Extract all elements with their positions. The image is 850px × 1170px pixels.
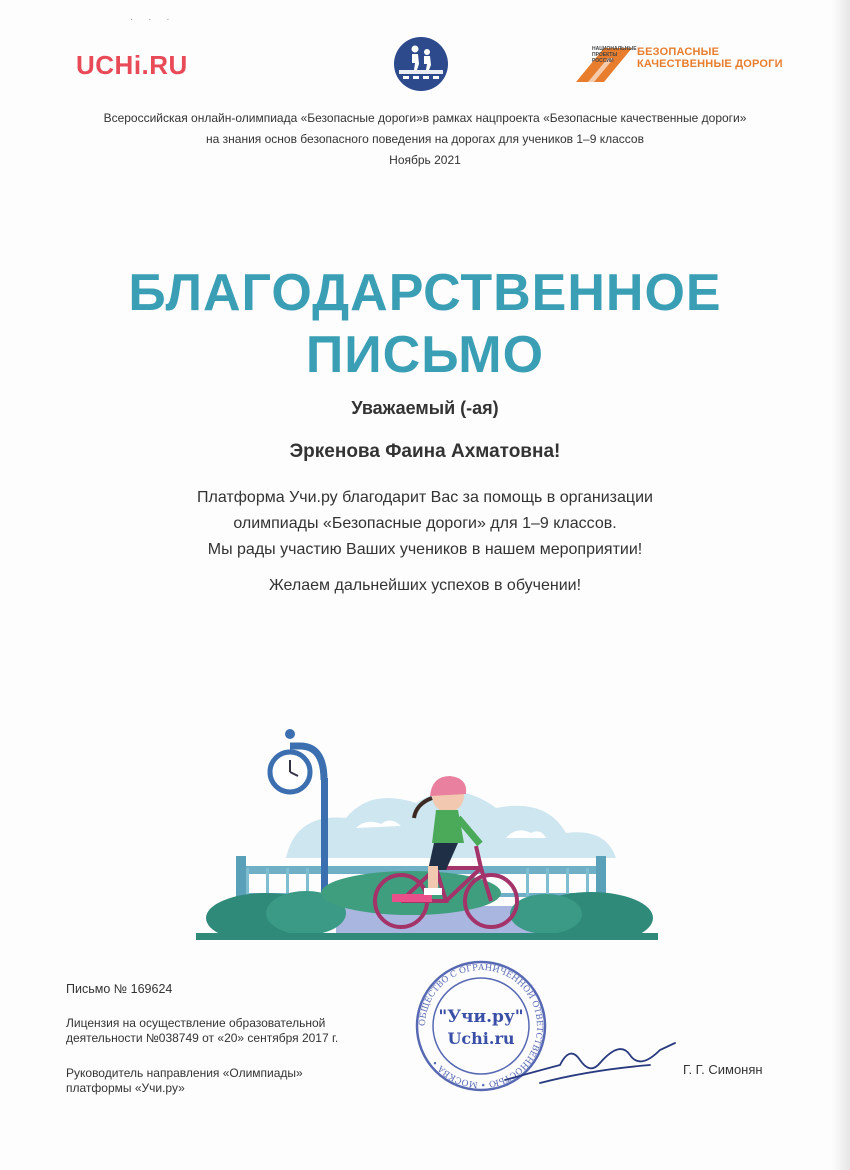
recipient-name: Эркенова Фаина Ахматовна! (289, 441, 561, 462)
letter-title (25, 262, 825, 386)
safe-roads-title-line2: КАЧЕСТВЕННЫЕ ДОРОГИ (637, 58, 783, 70)
safe-roads-logo (574, 44, 783, 86)
position-line-2: платформы «Учи.ру» (66, 1081, 185, 1095)
uchi-logo: UCHi.RU (76, 50, 188, 80)
greeting: Уважаемый (-ая) (351, 398, 499, 418)
scan-specks: · · · (130, 14, 176, 25)
body-line-1: Платформа Учи.ру благодарит Вас за помощь в организации (197, 489, 653, 506)
olympiad-header (40, 108, 810, 171)
header-line-2: на знания основ безопасного поведения на дорогах для учеников 1–9 классов (206, 132, 644, 146)
body-line-3: Мы рады участию Ваших учеников в нашем мероприятии! (207, 541, 643, 558)
title-line-2: ПИСЬМО (305, 326, 545, 384)
pedestrians-logo-icon (393, 36, 449, 92)
wish-line: Желаем дальнейших успехов в обучении! (268, 577, 582, 594)
header-line-1: Всероссийская онлайн-олимпиада «Безопасные дороги»в рамках нацпроекта «Безопасные качественные дороги» (103, 111, 747, 125)
title-line-1: БЛАГОДАРСТВЕННОЕ (128, 264, 722, 322)
signer-name: Г. Г. Симонян (683, 1062, 763, 1077)
stamp-ring-text: ОБЩЕСТВО С ОГРАНИЧЕННОЙ ОТВЕТСТВЕННОСТЬЮ • МОСКВА • (417, 962, 545, 1090)
girl-on-bicycle-illustration (196, 718, 658, 940)
position-line-1: Руководитель направления «Олимпиады» (66, 1066, 303, 1080)
scan-edge (832, 0, 850, 1170)
stamp-name-ru: "Учи.ру" (438, 1007, 524, 1027)
signer-position (66, 1066, 366, 1096)
handwritten-signature-icon (500, 1035, 680, 1090)
license-line-2: деятельности №038749 от «20» сентября 2017 г. (66, 1031, 339, 1045)
body-line-2: олимпиады «Безопасные дороги» для 1–9 классов. (233, 515, 617, 532)
letter-number: Письмо № 169624 (66, 982, 173, 996)
national-projects-label: НАЦИОНАЛЬНЫЕ ПРОЕКТЫ РОССИИ (592, 46, 637, 64)
license-line-1: Лицензия на осуществление образовательной (66, 1016, 326, 1030)
safe-roads-title-line1: БЕЗОПАСНЫЕ (637, 46, 720, 58)
header-date: Ноябрь 2021 (389, 153, 461, 167)
license-info (66, 1016, 366, 1046)
letter-body (40, 485, 810, 563)
stamp-name-en: Uchi.ru (447, 1029, 515, 1048)
